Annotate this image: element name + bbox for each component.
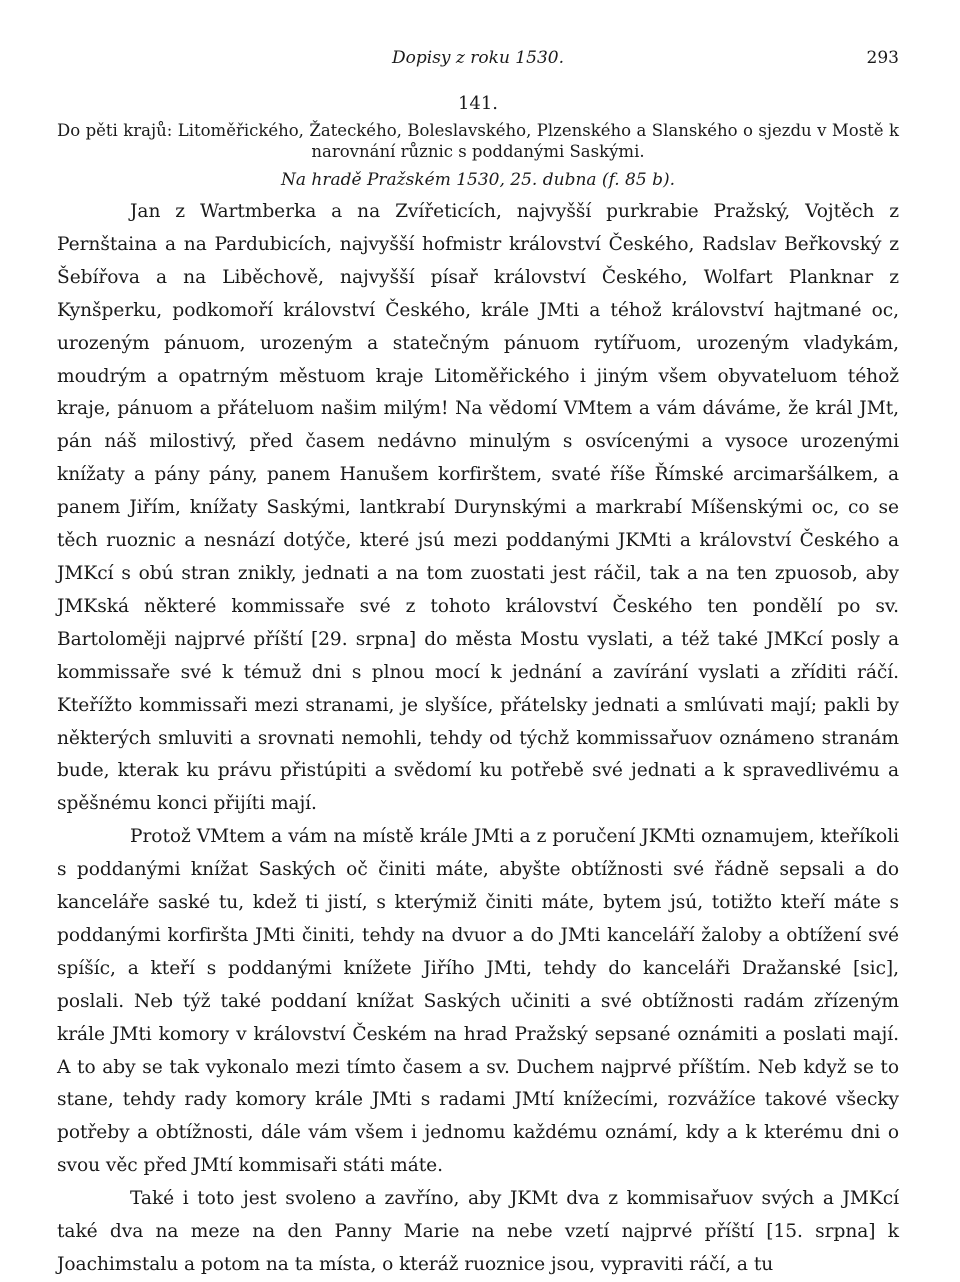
document-body xyxy=(57,196,899,1282)
paragraph-1: Jan z Wartmberka a na Zvířeticích, najvyšší purkrabie Pražský, Vojtěch z Pernštaina a na Pardubicích, najvyšší hofmistr království Českého, Radslav Beřkovský z Šebířova a na Liběchově, najvyšší písař království Českého, Wolfart Planknar z Kynšperku, podkomoří království Českého, krále JMti a téhož království hajtmané oc, urozeným pánuom, urozeným a statečným pánuom rytířuom, urozeným vladykám, moudrým a opatrným městuom kraje Litoměřického i jiným všem obyvateluom téhož kraje, pánuom a přáteluom našim milým! Na vědomí VMtem a vám dáváme, že král JMt, pán náš milostivý, před časem nedávno minulým s osvícenými a vysoce urozenými knížaty a pány pány, panem Hanušem korfirštem, svaté říše Římské arcimaršálkem, a panem Jiřím, knížaty Saskými, lantkrabí Durynskými a markrabí Míšenskými oc, co se těch ruoznic a nesnází dotýče, které jsú mezi poddanými JKMti a království Českého a JMKcí s obú stran znikly, jednati a na tom zuostati jest ráčil, tak a na ten zpuosob, aby JMKská některé kommissaře své z tohoto království Českého ten pondělí po sv. Bartoloměji najprvé příští [29. srpna] do města Mostu vyslati, a též také JMKcí posly a kommissaře své k témuž dni s plnou mocí k jednání a zavírání vyslati a zříditi ráčí. Kteřížto kommissaři mezi stranami, je slyšíce, přátelsky jednati a smlúvati mají; pakli by některých smluviti a srovnati nemohli, tehdy od týchž kommissařuov oznámeno stranám bude, kterak ku právu přistúpiti a svědomí ku potřebě své jednati a k spravedlivému a spěšnému konci přijíti mají. xyxy=(57,201,899,815)
document-page xyxy=(57,46,899,1282)
paragraph-2: Protož VMtem a vám na místě krále JMti a z poručení JKMti oznamujem, kteříkoli s poddanými knížat Saských oč činiti máte, abyšte obtížnosti své řádně sepsali a do kanceláře saské tu, kdež ti jistí, s kterýmiž činiti máte, bytem jsú, totižto kteří máte s poddanými korfiršta JMti činiti, tehdy na dvuor a do JMti kanceláří žaloby a obtížení své spíšíc, a kteří s poddanými knížete Jiřího JMti, tehdy do kanceláři Dražanské [sic], poslali. Neb týž také poddaní knížat Saských učiniti a své obtížnosti radám zřízeným krále JMti komory v království Českém na hrad Pražský sepsané oznámiti a poslati mají. A to aby se tak vykonalo mezi tímto časem a sv. Duchem najprvé příštím. Neb když se to stane, tehdy rady komory krále JMti s radami JMtí knížecími, rozvážíce takové všecky potřeby a obtížnosti, dále vám všem i jednomu každému oznámí, kdy a k kterému dni o svou věc před JMtí kommisaři státi máte. xyxy=(57,826,899,1177)
running-header xyxy=(57,46,899,74)
document-dateline: Na hradě Pražském 1530, 25. dubna (f. 85 b). xyxy=(280,170,676,190)
document-heading: Do pěti krajů: Litoměřického, Žateckého, Boleslavského, Plzenského a Slanského o sjezdu v Mostě k narovnání různic s poddanými Saskými. xyxy=(57,121,899,161)
document-number: 141. xyxy=(457,93,499,114)
page-number: 293 xyxy=(866,48,899,68)
paragraph-3: Také i toto jest svoleno a zavříno, aby JKMt dva z kommisařuov svých a JMKcí také dva na meze na den Panny Marie na nebe vzetí najprvé příští [15. srpna] k Joachimstalu a potom na ta místa, o kteráž ruoznice jsou, vypraviti ráčí, a tu xyxy=(57,1188,899,1275)
running-title: Dopisy z roku 1530. xyxy=(392,48,564,68)
